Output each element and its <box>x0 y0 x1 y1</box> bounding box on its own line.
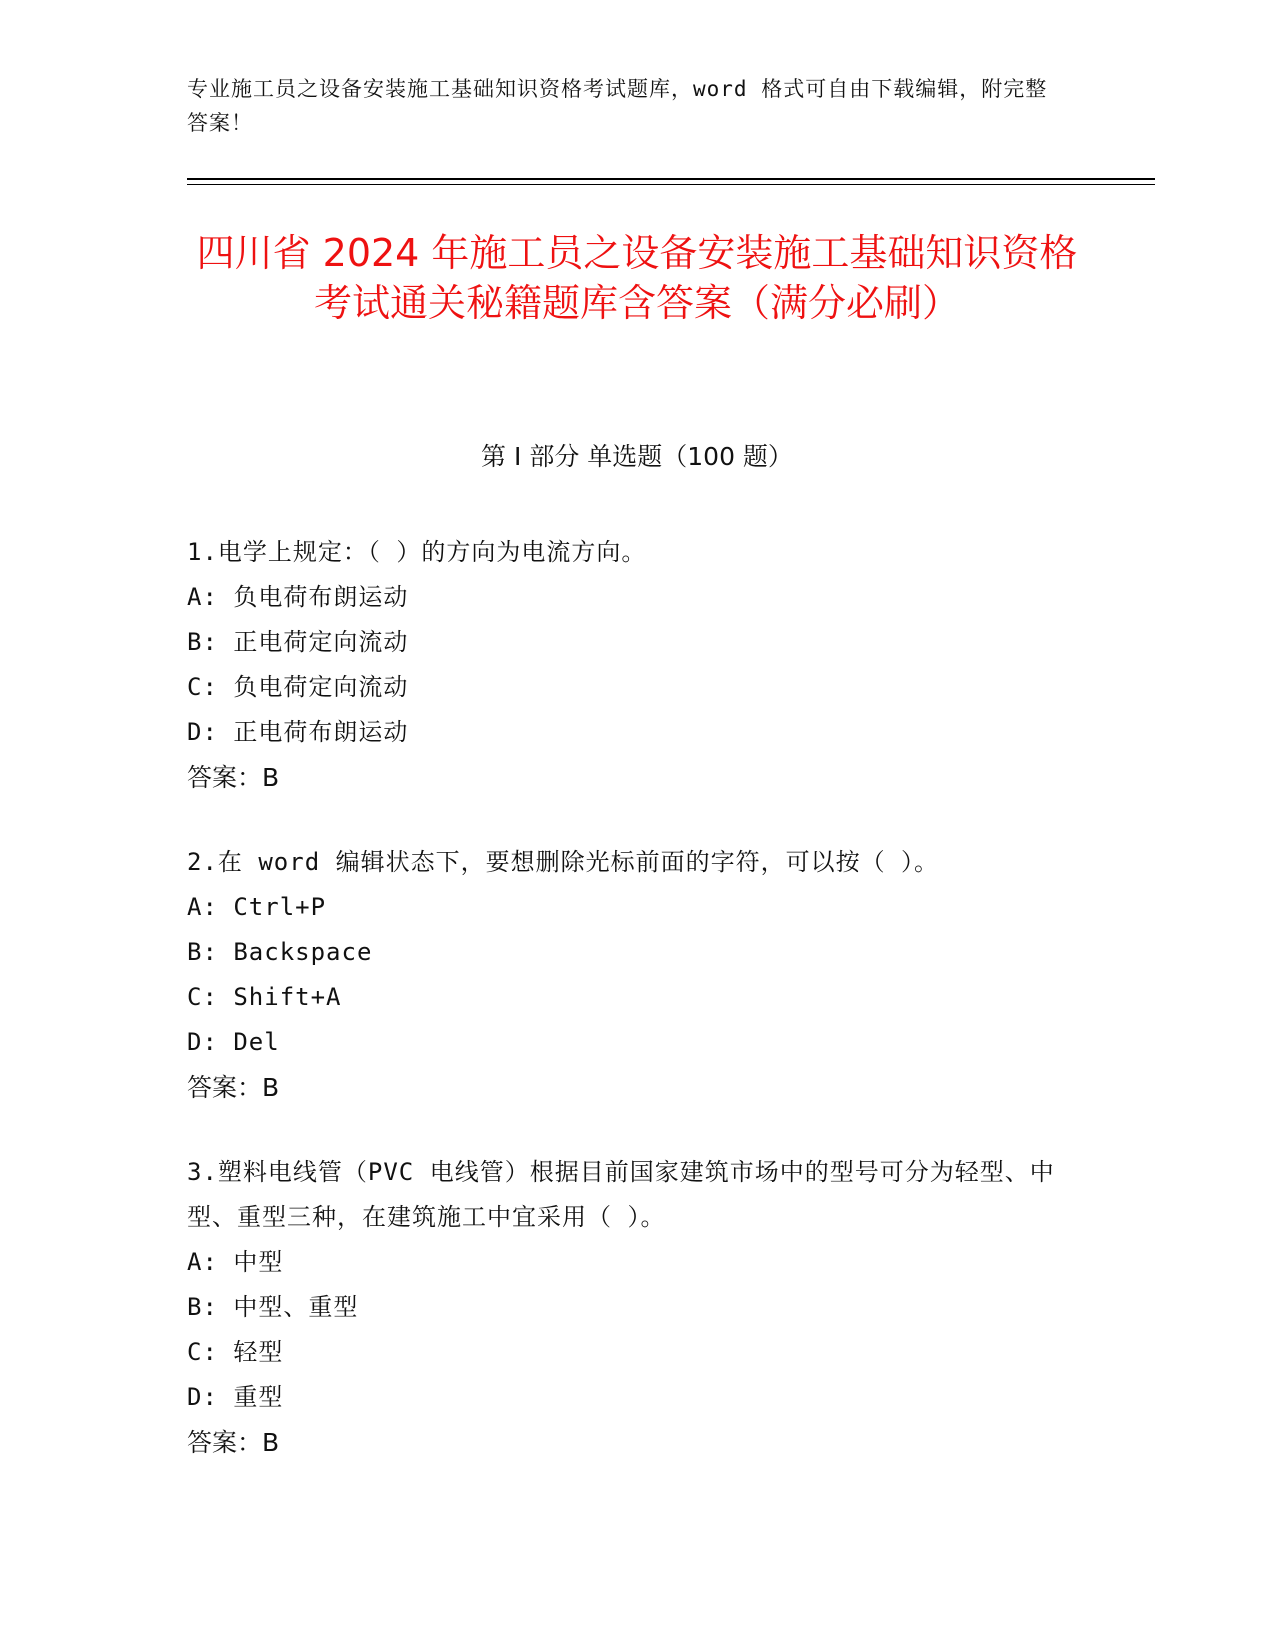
answer-line: 答案：B <box>187 1073 280 1102</box>
question-item <box>187 1150 1087 1465</box>
header-divider-thin <box>187 184 1155 185</box>
question-list <box>187 530 1087 1505</box>
answer-line: 答案：B <box>187 763 280 792</box>
question-stem: 3.塑料电线管（PVC 电线管）根据目前国家建筑市场中的型号可分为轻型、中型、重型三种，在建筑施工中宜采用（ ）。 <box>187 1158 1055 1231</box>
document-title: 四川省 2024 年施工员之设备安装施工基础知识资格考试通关秘籍题库含答案（满分必刷） <box>196 231 1078 325</box>
question-stem: 1.电学上规定：（ ）的方向为电流方向。 <box>187 538 647 566</box>
option-b: B: Backspace <box>187 938 373 966</box>
option-a: A: Ctrl+P <box>187 893 327 921</box>
option-c: C: 轻型 <box>187 1338 284 1366</box>
option-c: C: 负电荷定向流动 <box>187 673 409 701</box>
question-stem: 2.在 word 编辑状态下，要想删除光标前面的字符，可以按（ ）。 <box>187 848 940 876</box>
option-a: A: 负电荷布朗运动 <box>187 583 409 611</box>
option-c: C: Shift+A <box>187 983 342 1011</box>
question-item <box>187 840 1087 1110</box>
option-b: B: 中型、重型 <box>187 1293 359 1321</box>
header-note: 专业施工员之设备安装施工基础知识资格考试题库，word 格式可自由下载编辑，附完整答案！ <box>187 77 1048 135</box>
option-b: B: 正电荷定向流动 <box>187 628 409 656</box>
question-item <box>187 530 1087 800</box>
option-d: D: Del <box>187 1028 280 1056</box>
option-a: A: 中型 <box>187 1248 284 1276</box>
header-divider <box>187 178 1155 180</box>
option-d: D: 重型 <box>187 1383 284 1411</box>
option-d: D: 正电荷布朗运动 <box>187 718 409 746</box>
section-title: 第 I 部分 单选题（100 题） <box>481 442 793 471</box>
answer-line: 答案：B <box>187 1428 280 1457</box>
